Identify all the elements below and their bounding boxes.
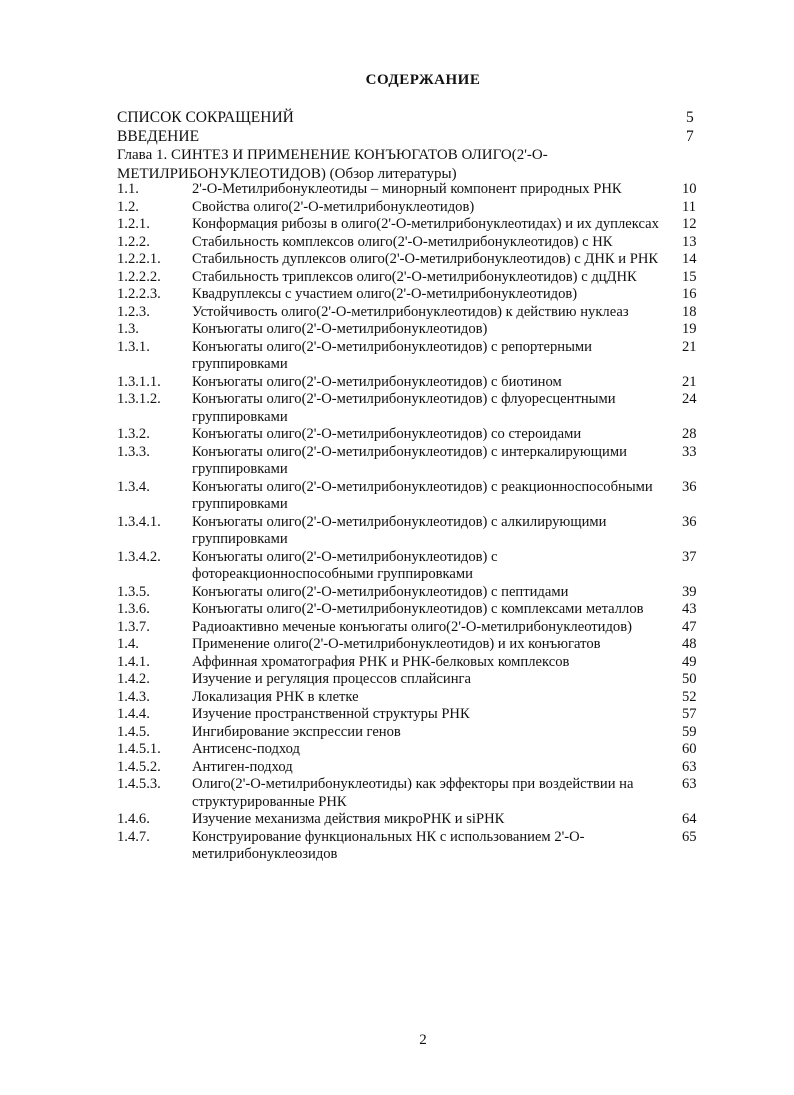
toc-entry-introduction [117, 127, 697, 146]
toc-entry [117, 216, 697, 234]
toc-entry [117, 321, 697, 339]
toc-entry-text: Конъюгаты олиго(2'-О-метилрибонуклеотидов) с интеркалирующими группировками [192, 443, 627, 477]
toc-entry-text: Конъюгаты олиго(2'-О-метилрибонуклеотидов) с реакционноспособными группировками [192, 478, 653, 512]
toc-entry [117, 251, 697, 269]
toc-entry-number: 1.2.2.2. [117, 268, 161, 285]
toc-entry [117, 706, 697, 724]
toc-entry-text: 2'-О-Метилрибонуклеотиды – минорный компонент природных РНК [192, 181, 622, 197]
toc-entry [117, 654, 697, 672]
toc-entry [117, 181, 697, 199]
toc-entry [117, 286, 697, 304]
toc-entry-number: 1.2.1. [117, 216, 150, 232]
toc-entry-page: 50 [682, 671, 697, 687]
toc-entry-number: 1.3.1.1. [117, 373, 161, 390]
toc-entry-number: 1.3.1. [117, 338, 150, 355]
toc-entry [117, 829, 697, 864]
toc-entry-number: 1.4.6. [117, 811, 150, 827]
toc-entry-page: 21 [682, 338, 697, 355]
toc-entry-text: Стабильность триплексов олиго(2'-О-метилрибонуклеотидов) с дцДНК [192, 268, 637, 285]
toc-entry-page: 65 [682, 828, 697, 845]
toc-entry-page: 47 [682, 618, 697, 635]
toc-entry [117, 584, 697, 602]
toc-entry [117, 339, 697, 374]
toc-entry-page: 60 [682, 741, 697, 757]
toc-entry-number: 1.2. [117, 198, 139, 215]
toc-entry [117, 636, 697, 654]
toc-entry [117, 759, 697, 777]
toc-entry-page: 49 [682, 653, 697, 670]
toc-entry-text: Ингибирование экспрессии генов [192, 723, 401, 740]
toc-entry-text: Радиоактивно меченые конъюгаты олиго(2'-О-метилрибонуклеотидов) [192, 618, 632, 635]
toc-entry-text: Применение олиго(2'-О-метилрибонуклеотидов) и их конъюгатов [192, 636, 601, 652]
toc-entry-number: 1.3.1.2. [117, 391, 161, 407]
toc-entry-page: 59 [682, 723, 697, 740]
toc-entry-page: 52 [682, 688, 697, 705]
toc-entry-page: 63 [682, 776, 697, 792]
toc-entry-page: 43 [682, 601, 697, 617]
toc-entry [117, 671, 697, 689]
toc-entry [117, 619, 697, 637]
toc-entry-page: 16 [682, 286, 697, 302]
toc-entry-number: 1.4.4. [117, 706, 150, 722]
toc-entry-number: 1.2.2. [117, 233, 150, 250]
toc-list [117, 181, 697, 864]
toc-top-section [117, 108, 697, 184]
toc-entry [117, 724, 697, 742]
toc-entry-number: 1.4.2. [117, 671, 150, 687]
toc-entry-page: 63 [682, 758, 697, 775]
toc-entry-page: 48 [682, 636, 697, 652]
toc-entry-text: Локализация РНК в клетке [192, 688, 359, 705]
toc-entry-page: 15 [682, 268, 697, 285]
toc-entry-page: 14 [682, 251, 697, 267]
toc-entry-page: 24 [682, 391, 697, 407]
toc-entry-number: 1.3.7. [117, 618, 150, 635]
toc-entry-page: 36 [682, 513, 697, 530]
toc-entry-page: 57 [682, 706, 697, 722]
toc-entry-number: 1.3.6. [117, 601, 150, 617]
toc-entry-page: 5 [686, 109, 694, 126]
toc-entry [117, 776, 697, 811]
toc-entry-text: Антиген-подход [192, 758, 293, 775]
toc-entry [117, 689, 697, 707]
page-title: СОДЕРЖАНИЕ [365, 72, 481, 88]
toc-entry-number: 1.1. [117, 181, 139, 197]
toc-entry-abbreviations [117, 108, 697, 127]
toc-entry-text: Конформация рибозы в олиго(2'-О-метилрибонуклеотидах) и их дуплексах [192, 216, 659, 232]
toc-entry-text: Конъюгаты олиго(2'-О-метилрибонуклеотидов) с комплексами металлов [192, 601, 644, 617]
toc-entry-number: 1.2.2.3. [117, 286, 161, 302]
toc-entry-text: Изучение пространственной структуры РНК [192, 706, 470, 722]
toc-entry [117, 234, 697, 252]
toc-entry [117, 426, 697, 444]
toc-entry-text: Конъюгаты олиго(2'-О-метилрибонуклеотидов) с репортерными группировками [192, 338, 592, 372]
toc-entry-text: Конъюгаты олиго(2'-О-метилрибонуклеотидов) со стероидами [192, 426, 582, 442]
toc-entry-number: 1.4.7. [117, 828, 150, 845]
toc-entry-text: Квадруплексы с участием олиго(2'-О-метилрибонуклеотидов) [192, 286, 578, 302]
toc-entry-number: 1.3.2. [117, 426, 150, 442]
toc-entry-page: 18 [682, 303, 697, 320]
page-number: 2 [419, 1032, 427, 1048]
toc-entry [117, 391, 697, 426]
toc-entry-page: 33 [682, 443, 697, 460]
toc-entry-number: 1.3.4.2. [117, 548, 161, 565]
toc-entry-page: 7 [686, 128, 694, 145]
toc-entry [117, 741, 697, 759]
toc-entry-page: 21 [682, 373, 697, 390]
toc-entry-number: 1.4.5. [117, 723, 150, 740]
toc-entry-text: Аффинная хроматография РНК и РНК-белковых комплексов [192, 653, 570, 670]
toc-entry-text: ВВЕДЕНИЕ [117, 128, 200, 145]
toc-entry-number: 1.3. [117, 321, 139, 337]
toc-entry-text: Стабильность дуплексов олиго(2'-О-метилрибонуклеотидов) с ДНК и РНК [192, 251, 659, 267]
toc-entry-number: 1.3.4. [117, 478, 150, 495]
toc-entry-number: 1.4.5.2. [117, 758, 161, 775]
toc-entry-page: 10 [682, 181, 697, 197]
toc-entry-text: Устойчивость олиго(2'-О-метилрибонуклеотидов) к действию нуклеаз [192, 303, 629, 320]
toc-entry-page: 37 [682, 548, 697, 565]
toc-entry-text: Конъюгаты олиго(2'-О-метилрибонуклеотидов) с биотином [192, 373, 562, 390]
toc-entry-text: Стабильность комплексов олиго(2'-О-метилрибонуклеотидов) с НК [192, 233, 613, 250]
toc-entry [117, 199, 697, 217]
toc-entry-page: 36 [682, 478, 697, 495]
toc-entry-number: 1.4. [117, 636, 139, 652]
toc-entry-page: 19 [682, 321, 697, 337]
toc-entry-text: Конъюгаты олиго(2'-О-метилрибонуклеотидов) с алкилирующими группировками [192, 513, 607, 547]
toc-entry-text: Олиго(2'-О-метилрибонуклеотиды) как эффекторы при воздействии на структурированные РНК [192, 776, 634, 810]
toc-entry-number: 1.4.5.3. [117, 776, 161, 792]
toc-entry-text: Изучение механизма действия микроРНК и siРНК [192, 811, 505, 827]
toc-entry-text: Конъюгаты олиго(2'-О-метилрибонуклеотидов) [192, 321, 488, 337]
toc-entry-number: 1.4.1. [117, 653, 150, 670]
toc-entry [117, 601, 697, 619]
toc-entry-text: Конъюгаты олиго(2'-О-метилрибонуклеотидов) с флуоресцентными группировками [192, 391, 616, 425]
chapter-heading: Глава 1. СИНТЕЗ И ПРИМЕНЕНИЕ КОНЪЮГАТОВ ОЛИГО(2'-О-МЕТИЛРИБОНУКЛЕОТИДОВ) (Обзор литературы) [117, 147, 548, 182]
toc-entry-page: 13 [682, 233, 697, 250]
toc-entry-number: 1.2.2.1. [117, 251, 161, 267]
toc-entry-text: Антисенс-подход [192, 741, 300, 757]
toc-entry-text: СПИСОК СОКРАЩЕНИЙ [117, 109, 294, 126]
toc-entry-text: Конъюгаты олиго(2'-О-метилрибонуклеотидов) с пептидами [192, 583, 569, 600]
toc-entry-page: 28 [682, 426, 697, 442]
toc-entry [117, 374, 697, 392]
toc-entry [117, 304, 697, 322]
toc-entry-number: 1.3.4.1. [117, 513, 161, 530]
toc-entry [117, 444, 697, 479]
toc-entry-page: 12 [682, 216, 697, 232]
toc-entry [117, 811, 697, 829]
toc-entry-text: Конъюгаты олиго(2'-О-метилрибонуклеотидов) с фотореакционноспособными группировками [192, 548, 498, 582]
toc-entry [117, 479, 697, 514]
toc-entry-number: 1.2.3. [117, 303, 150, 320]
toc-entry [117, 269, 697, 287]
toc-entry-number: 1.4.5.1. [117, 741, 161, 757]
toc-entry-text: Конструирование функциональных НК с использованием 2'-О-метилрибонуклеозидов [192, 828, 585, 862]
toc-entry-number: 1.3.3. [117, 443, 150, 460]
toc-entry-page: 11 [682, 198, 697, 215]
toc-entry-page: 39 [682, 583, 697, 600]
toc-entry-page: 64 [682, 811, 697, 827]
toc-entry-number: 1.4.3. [117, 688, 150, 705]
toc-entry [117, 549, 697, 584]
toc-entry [117, 514, 697, 549]
toc-entry-text: Изучение и регуляция процессов сплайсинга [192, 671, 471, 687]
toc-entry-number: 1.3.5. [117, 583, 150, 600]
toc-entry-text: Свойства олиго(2'-О-метилрибонуклеотидов) [192, 198, 475, 215]
